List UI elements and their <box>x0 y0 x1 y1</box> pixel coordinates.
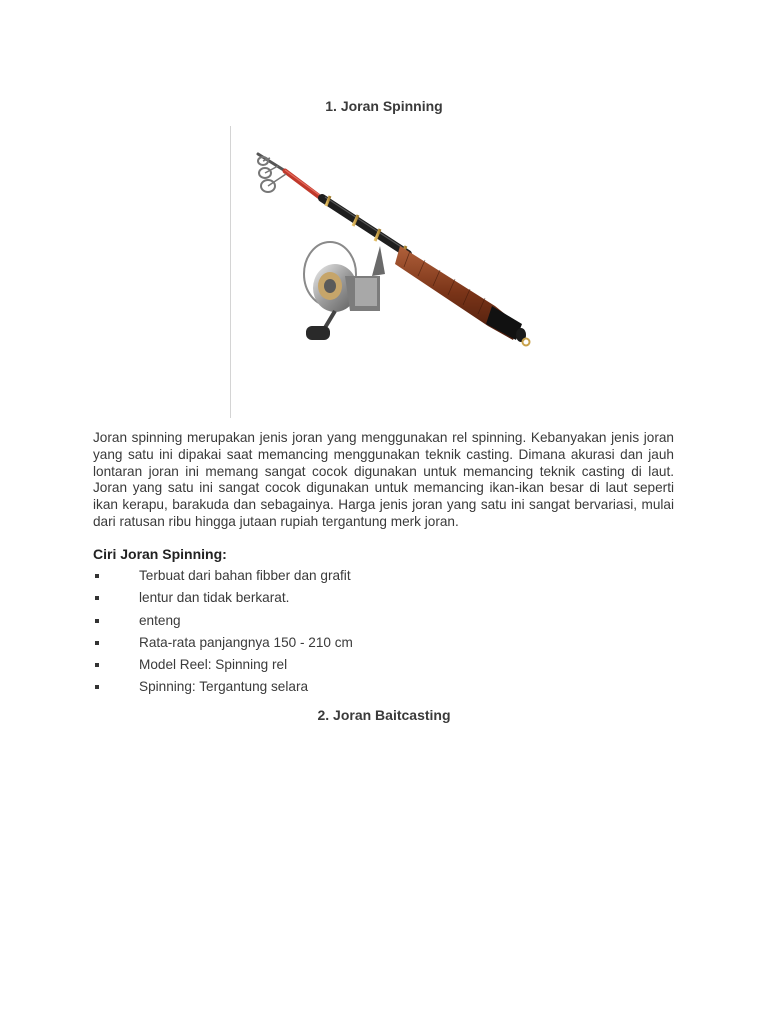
list-item-text: lentur dan tidak berkarat. <box>139 590 290 606</box>
square-bullet-icon <box>95 685 99 689</box>
square-bullet-icon <box>95 596 99 600</box>
features-subheading: Ciri Joran Spinning: <box>93 546 227 562</box>
list-item-text: Rata-rata panjangnya 150 - 210 cm <box>139 634 353 650</box>
list-item-text: Model Reel: Spinning rel <box>139 657 288 673</box>
list-item-text: enteng <box>139 612 181 628</box>
square-bullet-icon <box>95 641 99 645</box>
section-2-heading: 2. Joran Baitcasting <box>317 707 451 723</box>
list-item-text: Terbuat dari bahan fibber dan grafit <box>139 568 351 583</box>
spinning-rod-image <box>230 126 550 418</box>
square-bullet-icon <box>95 619 99 623</box>
square-bullet-icon <box>95 663 99 667</box>
square-bullet-icon <box>95 574 99 578</box>
fishing-rod-illustration <box>230 126 550 418</box>
section-1-heading: 1. Joran Spinning <box>325 98 443 114</box>
list-item-text: Spinning: Tergantung selara <box>139 679 309 695</box>
section-1-paragraph: Joran spinning merupakan jenis joran yang menggunakan rel spinning. Kebanyakan jenis joran yang satu ini dipakai saat memancing menggunakan teknik casting. Dimana akurasi dan jauh lontaran joran ini memang sangat cocok digunakan untuk memancing teknik casting di laut. Joran yang satu ini sangat cocok digunakan untuk memancing ikan-ikan besar di laut seperti ikan kerapu, barakuda dan sebagainya. Harga jenis joran yang satu ini sangat bervariasi, mulai dari ratusan ribu hingga jutaan rupiah tergantung merk joran. <box>93 430 674 529</box>
